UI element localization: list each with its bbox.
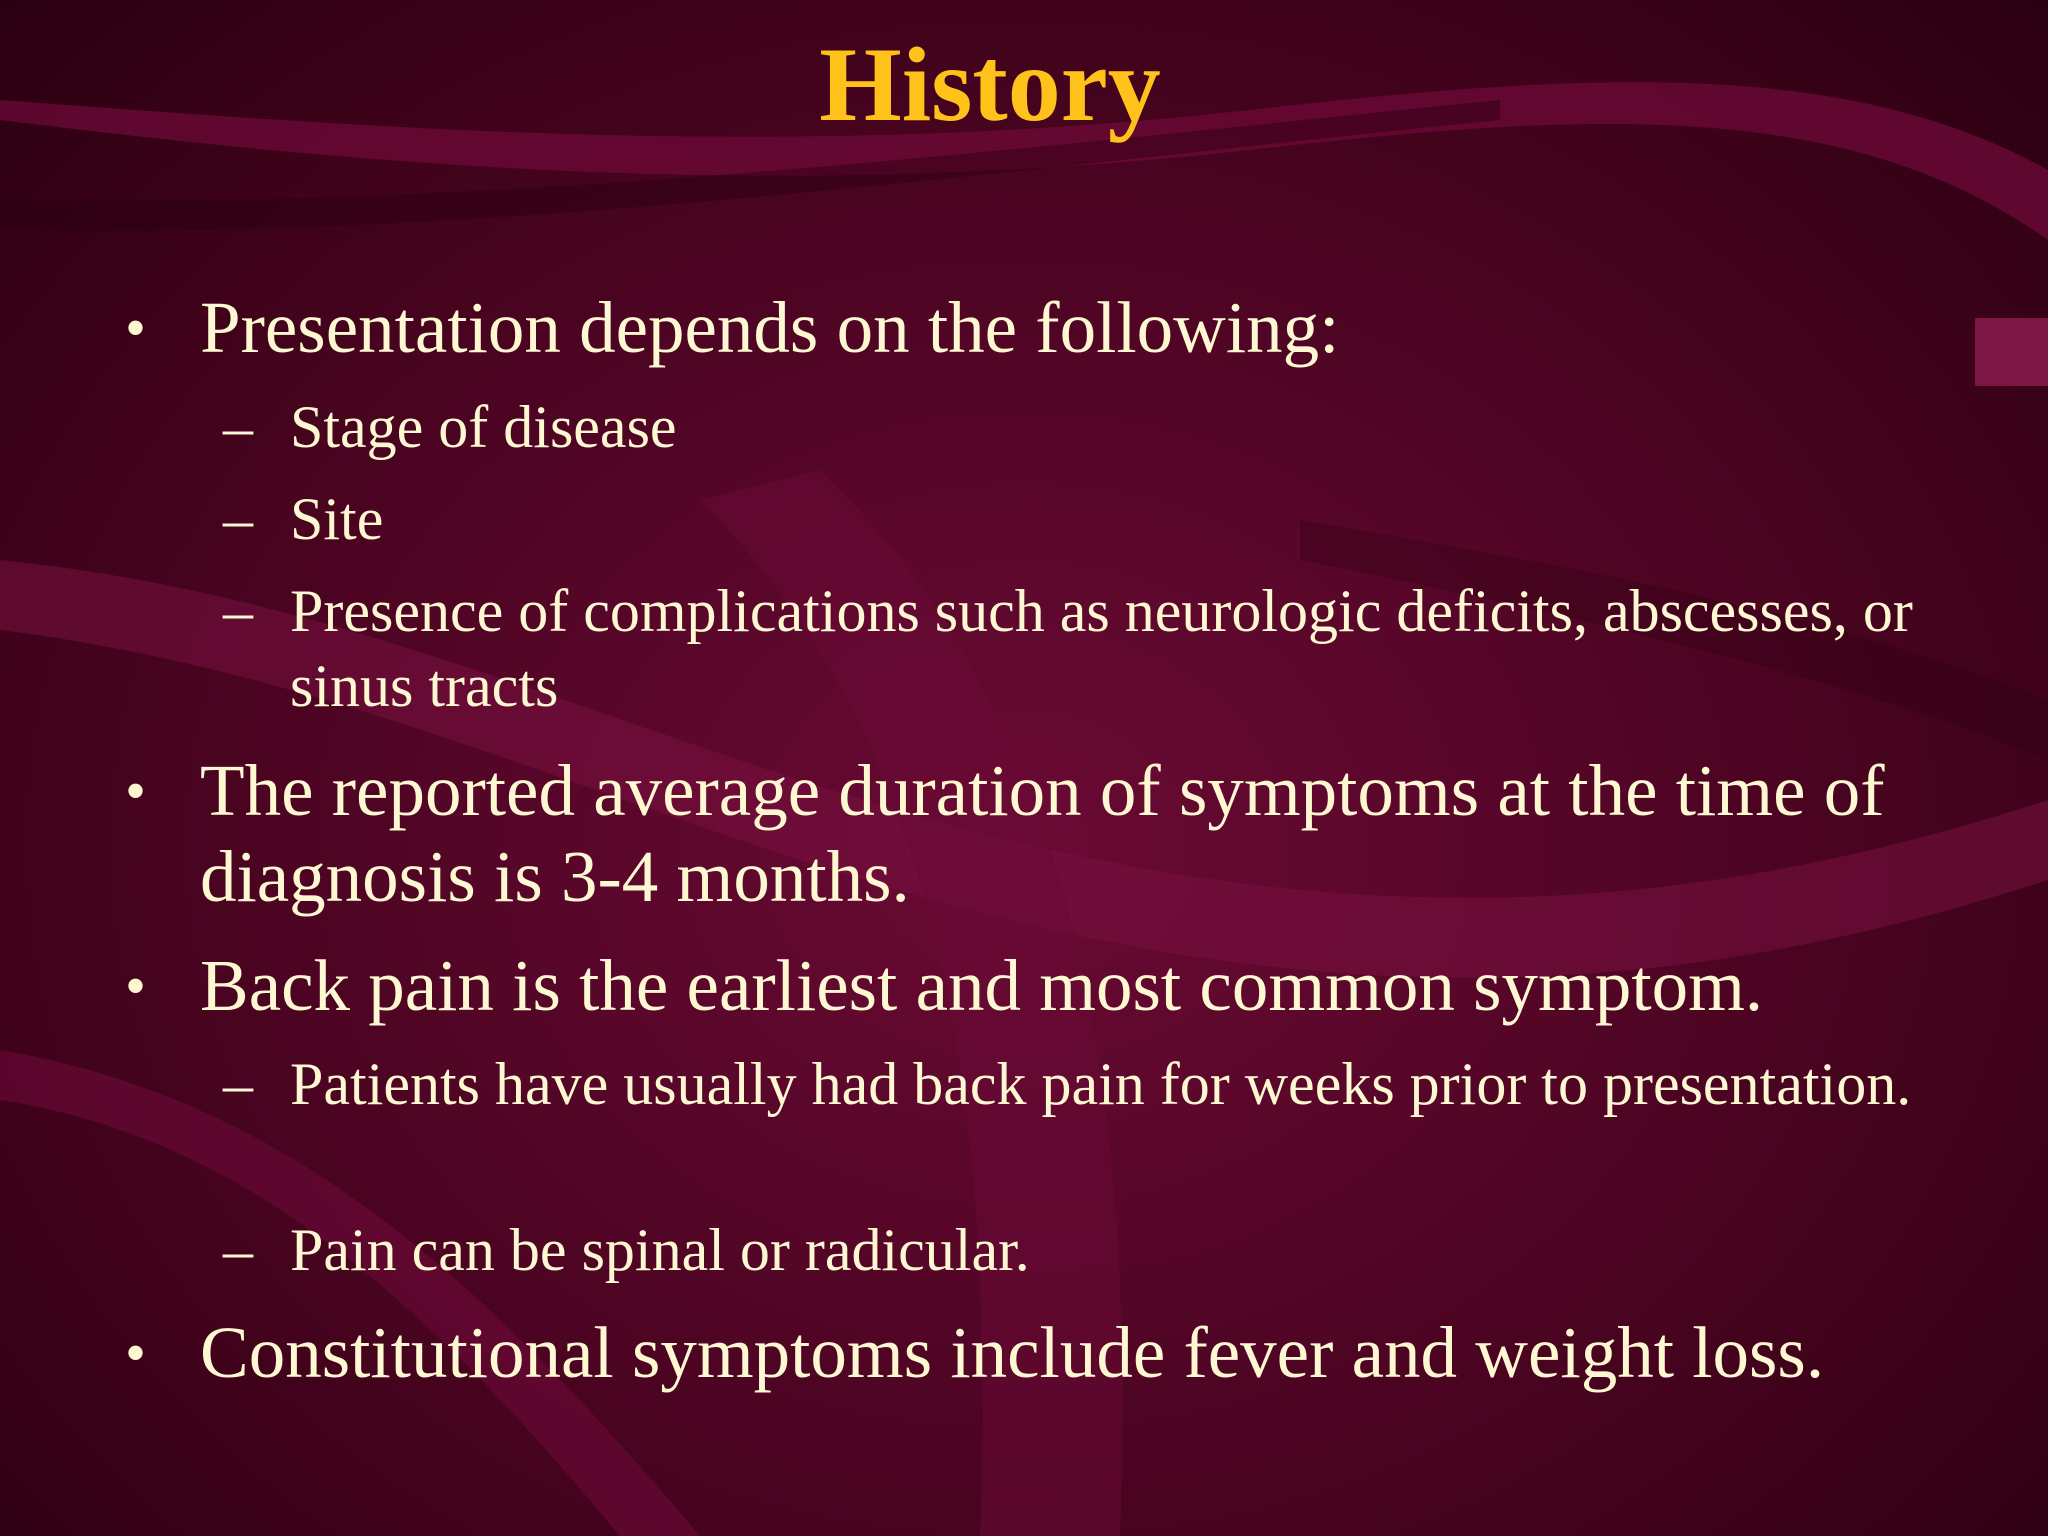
dash-marker: – [223, 1051, 253, 1117]
bullet-marker: • [125, 758, 147, 824]
bullet-marker: • [125, 1320, 147, 1386]
sub-bullet-text: Stage of disease [290, 394, 677, 460]
sub-bullet-text: Site [290, 486, 384, 552]
dash-marker: – [223, 578, 253, 644]
sub-bullet-item [223, 390, 2030, 465]
bullet-item [125, 1310, 2010, 1396]
sub-bullet-text: Patients have usually had back pain for weeks prior to presentation. [290, 1051, 1912, 1117]
sub-bullet-item [223, 1213, 2030, 1288]
sub-bullet-item [223, 482, 2030, 557]
bullet-marker: • [125, 295, 147, 361]
dash-marker: – [223, 486, 253, 552]
bullet-marker: • [125, 953, 147, 1019]
bullet-item [125, 748, 2010, 920]
dash-marker: – [223, 394, 253, 460]
bullet-text: Constitutional symptoms include fever and weight loss. [200, 1312, 1825, 1393]
sub-bullet-item [223, 1047, 2030, 1122]
sub-bullet-item [223, 574, 2030, 724]
sub-bullet-text: Pain can be spinal or radicular. [290, 1217, 1030, 1283]
sub-bullet-text: Presence of complications such as neurologic deficits, abscesses, or sinus tracts [290, 578, 1913, 719]
bullet-text: Presentation depends on the following: [200, 287, 1340, 368]
bullet-text: Back pain is the earliest and most common symptom. [200, 945, 1764, 1026]
slide-title: History [819, 26, 1161, 143]
bullet-text: The reported average duration of symptoms at the time of diagnosis is 3-4 months. [200, 750, 1885, 917]
dash-marker: – [223, 1217, 253, 1283]
bullet-item [125, 285, 2010, 371]
bullet-item [125, 943, 2010, 1029]
